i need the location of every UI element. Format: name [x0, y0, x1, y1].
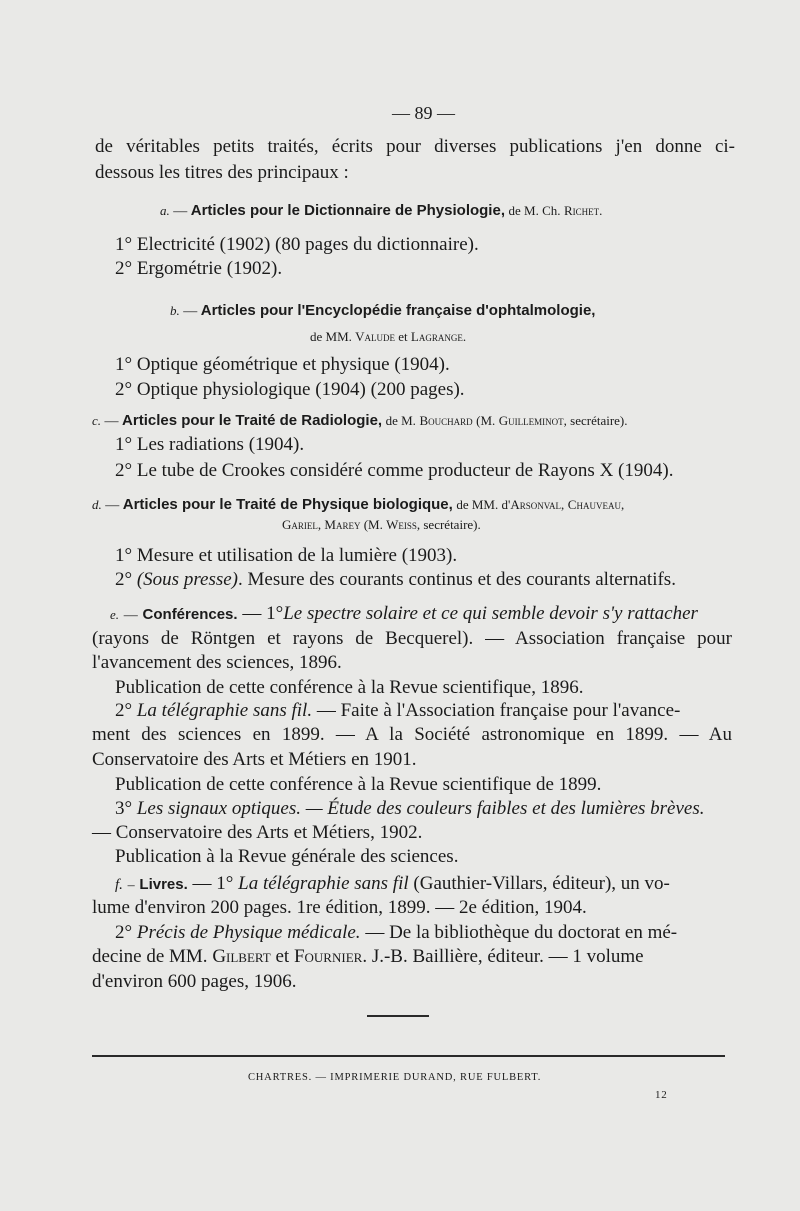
paragraph-line [92, 946, 644, 968]
author-name: Bouchard [419, 413, 473, 428]
paragraph-line [115, 922, 677, 944]
section-title: Conférences. [142, 606, 238, 623]
section-title: Articles pour le Traité de Physique biologique, [122, 496, 453, 513]
paragraph-line [115, 700, 680, 722]
author-prefix: de MM. d' [456, 497, 511, 512]
item-text: (Gauthier-Villars, éditeur), un vo- [413, 873, 670, 894]
section-dash: — [183, 304, 198, 319]
intro-line-1: de véritables petits traités, écrits pour diverses publications j'en donne ci- [95, 136, 735, 157]
paragraph-line [115, 798, 704, 820]
author-name: Arsonval [510, 497, 562, 512]
item-text: . J.-B. Baillière, éditeur. — 1 volume [362, 946, 644, 967]
author-prefix: de M. Ch. [508, 203, 561, 218]
secretary-name: Guilleminot [498, 413, 564, 428]
author-and: et [398, 329, 408, 344]
signature-mark: 12 [655, 1089, 668, 1101]
author-name: Chauveau [567, 497, 621, 512]
section-title: Articles pour l'Encyclopédie française d'ophtalmologie, [200, 302, 596, 319]
section-c-heading [92, 410, 628, 433]
author-name: Gilbert [212, 946, 271, 967]
section-letter: e. [110, 607, 120, 622]
list-item: 1° Les radiations (1904). [115, 434, 305, 455]
paragraph-line: Publication de cette conférence à la Revue scientifique, 1896. [115, 677, 584, 698]
list-item: 2° Le tube de Crookes considéré comme producteur de Rayons X (1904). [115, 460, 674, 481]
section-letter: d. [92, 497, 102, 512]
secretary-open: (M. [363, 517, 383, 532]
paragraph-line: Conservatoire des Arts et Métiers en 1901. [92, 749, 417, 770]
author-name: Gariel [282, 517, 318, 532]
item-number: — 1° [192, 873, 234, 894]
paragraph-line: l'avancement des sciences, 1896. [92, 652, 342, 673]
section-dash: — [123, 608, 138, 623]
section-title: Articles pour le Dictionnaire de Physiologie, [190, 202, 505, 219]
section-e-heading [110, 603, 698, 627]
section-dash: — [173, 204, 188, 219]
author-comma: , [317, 517, 322, 532]
section-letter: b. [170, 303, 180, 318]
list-item: 1° Optique géométrique et physique (1904). [115, 354, 450, 375]
paragraph-line: (rayons de Röntgen et rayons de Becquerel). — Association française pour [92, 628, 732, 649]
list-item: 1° Electricité (1902) (80 pages du dictionnaire). [115, 234, 479, 255]
section-a-heading [160, 200, 602, 223]
section-title: Livres. [139, 876, 188, 893]
section-dash: – [127, 878, 135, 893]
item-number: 2° [115, 700, 133, 721]
paragraph-line: d'environ 600 pages, 1906. [92, 971, 297, 992]
page-number: — 89 — [392, 103, 455, 123]
intro-line-2: dessous les titres des principaux : [95, 162, 349, 183]
author-end: . [462, 329, 467, 344]
paragraph-line: — Conservatoire des Arts et Métiers, 1902. [92, 822, 423, 843]
section-b-authors [310, 326, 466, 348]
item-note: (Sous presse) [136, 569, 239, 590]
secretary-close: , secrétaire). [416, 517, 481, 532]
section-dash: — [105, 498, 120, 513]
author-name: Marey [324, 517, 361, 532]
item-title: Précis de Physique médicale. [136, 922, 361, 943]
author-prefix: de MM. [310, 329, 352, 344]
item-title: La télégraphie sans fil. [136, 700, 313, 721]
printer-imprint: CHARTRES. — IMPRIMERIE DURAND, RUE FULBERT. [248, 1072, 542, 1083]
section-letter: c. [92, 413, 102, 428]
list-item: 1° Mesure et utilisation de la lumière (1903). [115, 545, 458, 566]
section-b-heading [170, 300, 595, 323]
list-item: 2° Ergométrie (1902). [115, 258, 283, 279]
author-name: Fournier [293, 946, 363, 967]
item-text: . Mesure des courants continus et des courants alternatifs. [238, 569, 676, 590]
item-number: 2° [115, 569, 133, 590]
secretary-open: (M. [476, 413, 496, 428]
item-number: 2° [115, 922, 133, 943]
item-title: La télégraphie sans fil [238, 873, 409, 894]
item-text: — De la bibliothèque du doctorat en mé- [365, 922, 678, 943]
secretary-name: Weiss [386, 517, 417, 532]
paragraph-line: Publication à la Revue générale des sciences. [115, 846, 459, 867]
item-title: Le spectre solaire et ce qui semble devoir s'y rattacher [283, 603, 698, 624]
paragraph-line: lume d'environ 200 pages. 1re édition, 1899. — 2e édition, 1904. [92, 897, 587, 918]
section-title: Articles pour le Traité de Radiologie, [122, 412, 383, 429]
author-end: . [599, 203, 603, 218]
author-comma: , [620, 497, 625, 512]
item-text: decine de MM. [92, 946, 208, 967]
section-d-authors [282, 514, 481, 536]
item-number: — 1° [242, 603, 284, 624]
section-letter: f. [115, 877, 123, 893]
item-text: — Faite à l'Association française pour l'avance- [316, 700, 681, 721]
author-and: et [275, 946, 290, 967]
section-f-heading [115, 873, 670, 897]
item-title: Les signaux optiques. — Étude des couleurs faibles et des lumières brèves. [136, 798, 705, 819]
item-number: 3° [115, 798, 133, 819]
author-name: Valude [355, 329, 396, 344]
footer-rule [92, 1055, 725, 1057]
author-comma: , [561, 497, 565, 512]
list-item [115, 569, 676, 591]
author-name: Lagrange [410, 329, 463, 344]
list-item: 2° Optique physiologique (1904) (200 pages). [115, 379, 465, 400]
author-prefix: de M. [385, 413, 416, 428]
secretary-close: , secrétaire). [563, 413, 628, 428]
author-name: Richet [564, 203, 600, 218]
closing-rule [367, 1015, 429, 1017]
section-dash: — [104, 414, 119, 429]
section-letter: a. [160, 203, 170, 218]
paragraph-line: Publication de cette conférence à la Revue scientifique de 1899. [115, 774, 602, 795]
paragraph-line: ment des sciences en 1899. — A la Société astronomique en 1899. — Au [92, 724, 732, 745]
